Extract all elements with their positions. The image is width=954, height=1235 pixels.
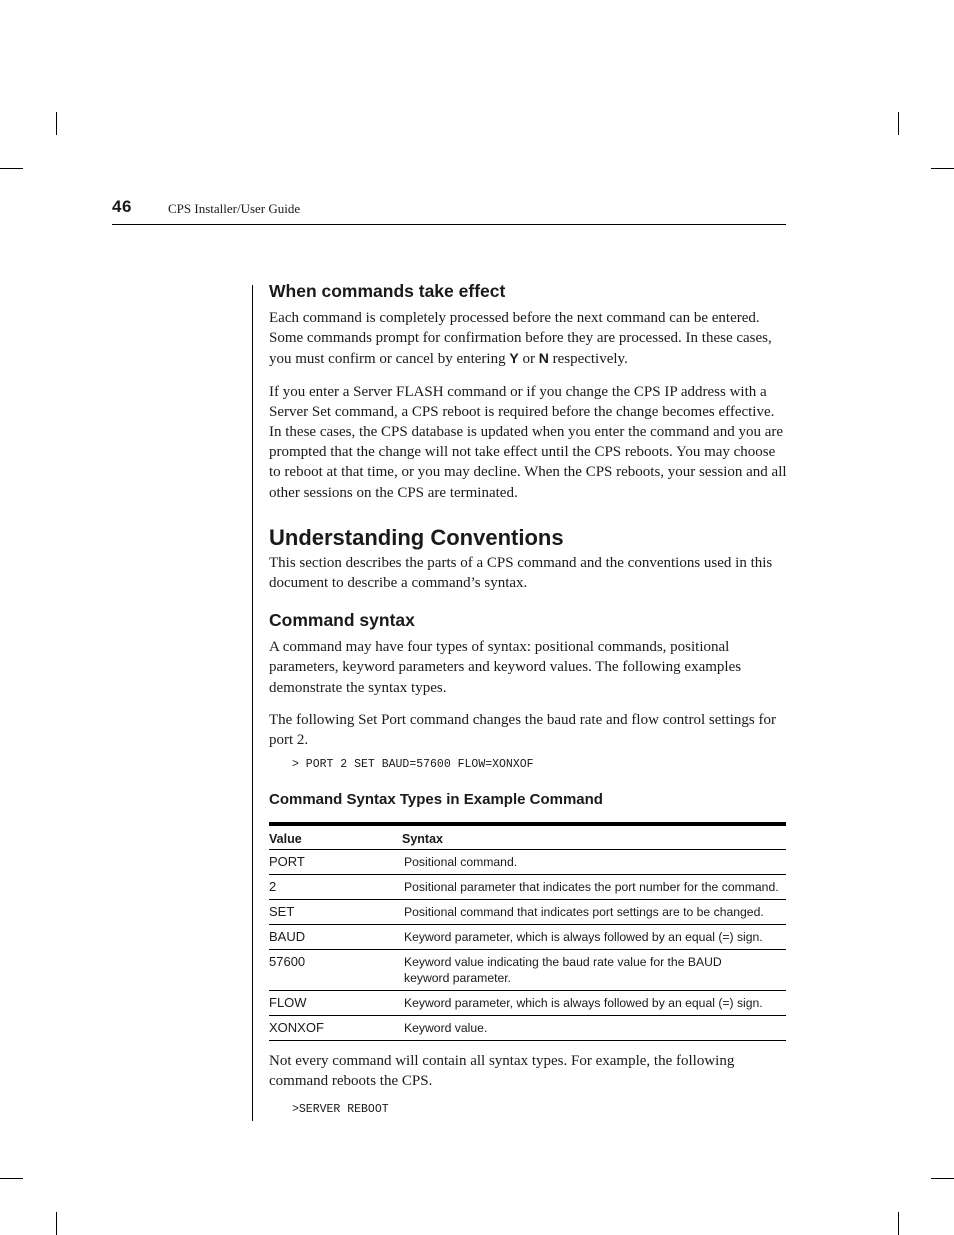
paragraph-text: Each command is completely processed before the next command can be entered. Some commands prompt for confirmation before they are processed. In these cases, you must confirm or cancel by entering — [269, 310, 772, 368]
table-row — [269, 900, 786, 925]
table-cell-syntax: Keyword value. — [402, 1016, 786, 1041]
paragraph-syntax-types: A command may have four types of syntax: positional commands, positional parameters, keyword parameters and keyword values. The following examples demonstrate the syntax types. — [269, 639, 742, 696]
table-row — [269, 991, 786, 1016]
paragraph-conventions: This section describes the parts of a CPS command and the conventions used in this document to describe a command’s syntax. — [269, 554, 773, 592]
crop-mark — [898, 112, 899, 135]
table-row — [269, 850, 786, 875]
table-cell-value: BAUD — [269, 925, 402, 950]
table-title: Command Syntax Types in Example Command — [269, 791, 603, 809]
table-row — [269, 875, 786, 900]
crop-mark — [931, 1178, 954, 1179]
table-cell-value: 57600 — [269, 950, 402, 991]
table-row — [269, 950, 786, 991]
table-cell-syntax: Positional parameter that indicates the port number for the command. — [402, 875, 786, 900]
paragraph-text: respectively. — [548, 351, 628, 368]
paragraph-reboot: If you enter a Server FLASH command or if you change the CPS IP address with a Server Set command, a CPS reboot is required before the change becomes effective. In these cases, the CPS database is updated when you enter the command and you are prompted that the change will not take effect until the CPS reboots. You may choose to reboot at that time, or you may decline. When the CPS reboots, your session and all other sessions on the CPS are terminated. — [269, 383, 787, 501]
paragraph-set-port: The following Set Port command changes the baud rate and flow control settings for port 2. — [269, 711, 776, 749]
key-n: N — [538, 350, 549, 367]
table-cell-value: XONXOF — [269, 1016, 402, 1041]
table-cell-syntax: Keyword parameter, which is always followed by an equal (=) sign. — [402, 925, 786, 950]
paragraph-confirmation — [269, 308, 787, 370]
table-cell-syntax: Keyword value indicating the baud rate value for the BAUD keyword parameter. — [402, 950, 786, 991]
heading-understanding-conventions: Understanding Conventions — [269, 524, 564, 550]
table-cell-value: PORT — [269, 850, 402, 875]
crop-mark — [56, 1212, 57, 1235]
column-header-value: Value — [269, 824, 402, 850]
key-y: Y — [509, 350, 519, 367]
syntax-table — [269, 822, 786, 1041]
crop-mark — [0, 168, 23, 169]
table-cell-value: 2 — [269, 875, 402, 900]
running-title: CPS Installer/User Guide — [168, 201, 301, 216]
heading-command-syntax: Command syntax — [269, 610, 415, 631]
table-row — [269, 1016, 786, 1041]
crop-mark — [898, 1212, 899, 1235]
heading-when-commands-take-effect: When commands take effect — [269, 281, 506, 301]
table-cell-value: FLOW — [269, 991, 402, 1016]
crop-mark — [931, 168, 954, 169]
column-header-syntax: Syntax — [402, 824, 786, 850]
page-number: 46 — [112, 197, 132, 216]
margin-rule — [252, 285, 253, 1121]
crop-mark — [0, 1178, 23, 1179]
page-content — [269, 280, 787, 1118]
table-cell-syntax: Keyword parameter, which is always followed by an equal (=) sign. — [402, 991, 786, 1016]
paragraph-text: or — [518, 351, 539, 368]
table-cell-syntax: Positional command that indicates port settings are to be changed. — [402, 900, 786, 925]
crop-mark — [56, 112, 57, 135]
running-header — [112, 197, 786, 225]
paragraph-not-every-command: Not every command will contain all syntax types. For example, the following command reboots the CPS. — [269, 1053, 735, 1090]
table-cell-value: SET — [269, 900, 402, 925]
reboot-command: >SERVER REBOOT — [292, 1102, 389, 1116]
table-cell-syntax: Positional command. — [402, 850, 786, 875]
table-header-row — [269, 824, 786, 850]
table-row — [269, 925, 786, 950]
example-command: > PORT 2 SET BAUD=57600 FLOW=XONXOF — [292, 758, 534, 772]
